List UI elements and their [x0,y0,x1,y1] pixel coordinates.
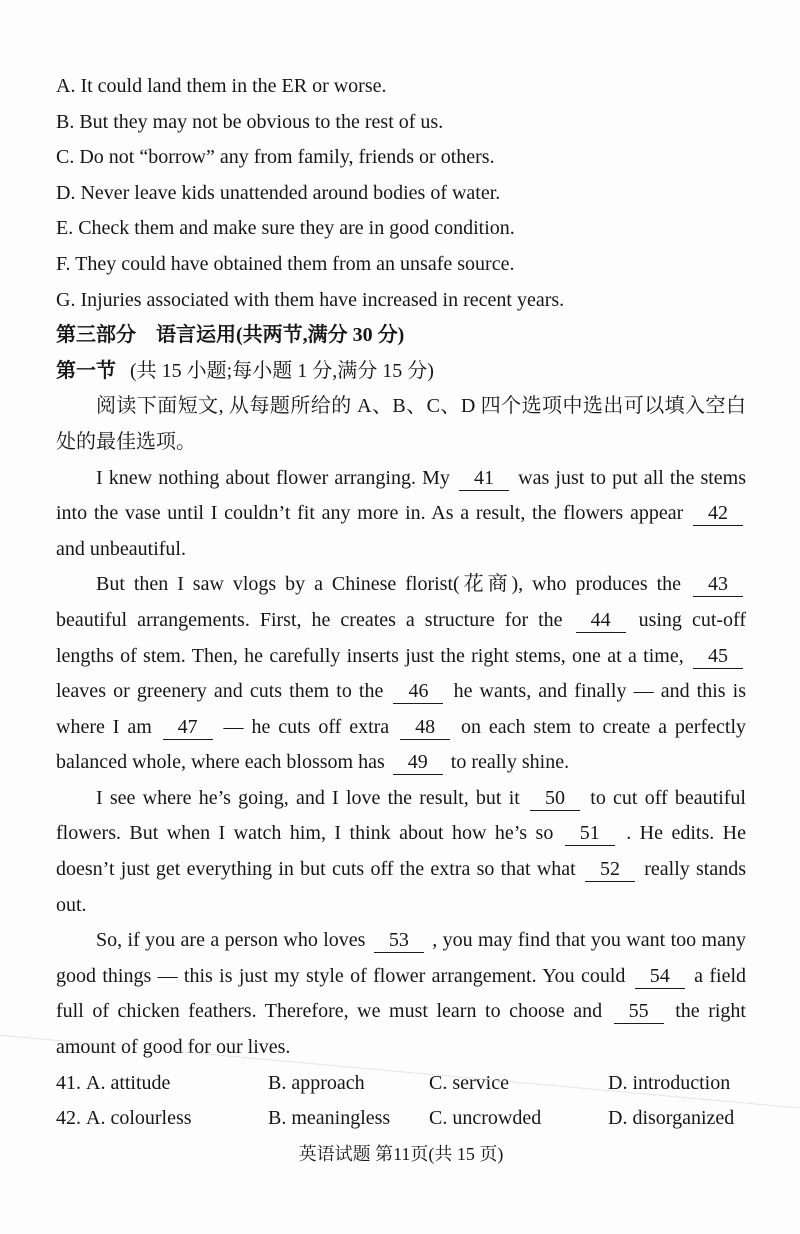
instruction-text: 阅读下面短文, 从每题所给的 A、B、C、D 四个选项中选出可以填入空白处的最佳选项。 [56,395,746,453]
cloze-blank-41: 41 [459,467,509,491]
question-number: 42. [56,1107,81,1130]
cloze-blank-53: 53 [374,929,424,953]
question-row-42 [56,1101,746,1137]
question-42-option-c: C. uncrowded [429,1107,542,1130]
cloze-blank-51: 51 [565,822,615,846]
answer-options-table [56,1066,746,1137]
cloze-blank-52: 52 [585,858,635,882]
cloze-blank-43: 43 [693,573,743,597]
cloze-blank-46: 46 [393,680,443,704]
question-41-option-a: A. attitude [86,1071,171,1094]
passage-paragraph-1: I knew nothing about flower arranging. My 41 was just to put all the stems into the vase until I couldn’t fit any more in. As a result, the flowers appear 42 and unbeautiful. [56,466,747,560]
cloze-passage [56,461,746,1066]
sentence-option-a: A. It could land them in the ER or worse. [56,75,387,97]
question-row-41 [56,1066,746,1102]
page-footer: 英语试题 第11页(共 15 页) [298,1143,504,1164]
part-number: 第三部分 [56,324,136,347]
sentence-option-e: E. Check them and make sure they are in good condition. [56,217,515,240]
question-42-option-a: A. colourless [86,1107,192,1130]
section-description: (共 15 小题;每小题 1 分,满分 15 分) [130,359,434,382]
cloze-blank-55: 55 [614,1000,664,1024]
sentence-option-c: C. Do not “borrow” any from family, friends or others. [56,146,495,169]
cloze-blank-54: 54 [635,965,685,989]
cloze-blank-44: 44 [576,609,626,633]
question-41-option-c: C. service [429,1071,509,1094]
sentence-option-g: G. Injuries associated with them have increased in recent years. [56,288,565,311]
part-description: 语言运用(共两节,满分 30 分) [156,324,405,347]
cloze-blank-50: 50 [530,787,580,811]
passage-paragraph-3: I see where he’s going, and I love the result, but it 50 to cut off beautiful flowers. But when I watch him, I think about how he’s so 51 . He edits. He doesn’t just get everything in but cuts off the extra so that what 52 really stands out. [56,786,746,916]
sentence-options-list [56,69,746,318]
section-number: 第一节 [56,359,116,382]
passage-paragraph-4: So, if you are a person who loves 53 , you may find that you want too many good things — this is just my style of flower arrangement. You could 54 a field full of chicken feathers. Therefore, we must learn to choose and 55 the right amount of good for our lives. [56,929,746,1059]
section-one-heading [56,354,746,390]
part-three-heading [56,318,746,354]
sentence-option-f: F. They could have obtained them from an unsafe source. [56,252,515,275]
cloze-blank-48: 48 [400,716,450,740]
question-number: 41. [56,1071,81,1094]
cloze-blank-47: 47 [163,716,213,740]
sentence-option-d: D. Never leave kids unattended around bodies of water. [56,181,501,204]
question-42-option-b: B. meaningless [268,1107,391,1130]
question-41-option-b: B. approach [268,1071,365,1094]
sentence-option-b: B. But they may not be obvious to the rest of us. [56,110,444,133]
passage-paragraph-2: But then I saw vlogs by a Chinese florist(花商), who produces the 43 beautiful arrangements. First, he creates a structure for the 44 using cut-off lengths of stem. Then, he carefully inserts just the right stems, one at a time, 45 leaves or greenery and cuts them to the 46 he wants, and finally — and this is where I am 47 — he cuts off extra 48 on each stem to create a perfectly balanced whole, where each blossom has 49 to really shine. [56,573,747,774]
cloze-blank-42: 42 [693,502,743,526]
question-42-option-d: D. disorganized [608,1107,735,1130]
cloze-blank-45: 45 [693,645,743,669]
cloze-blank-49: 49 [393,751,443,775]
question-41-option-d: D. introduction [608,1071,731,1094]
